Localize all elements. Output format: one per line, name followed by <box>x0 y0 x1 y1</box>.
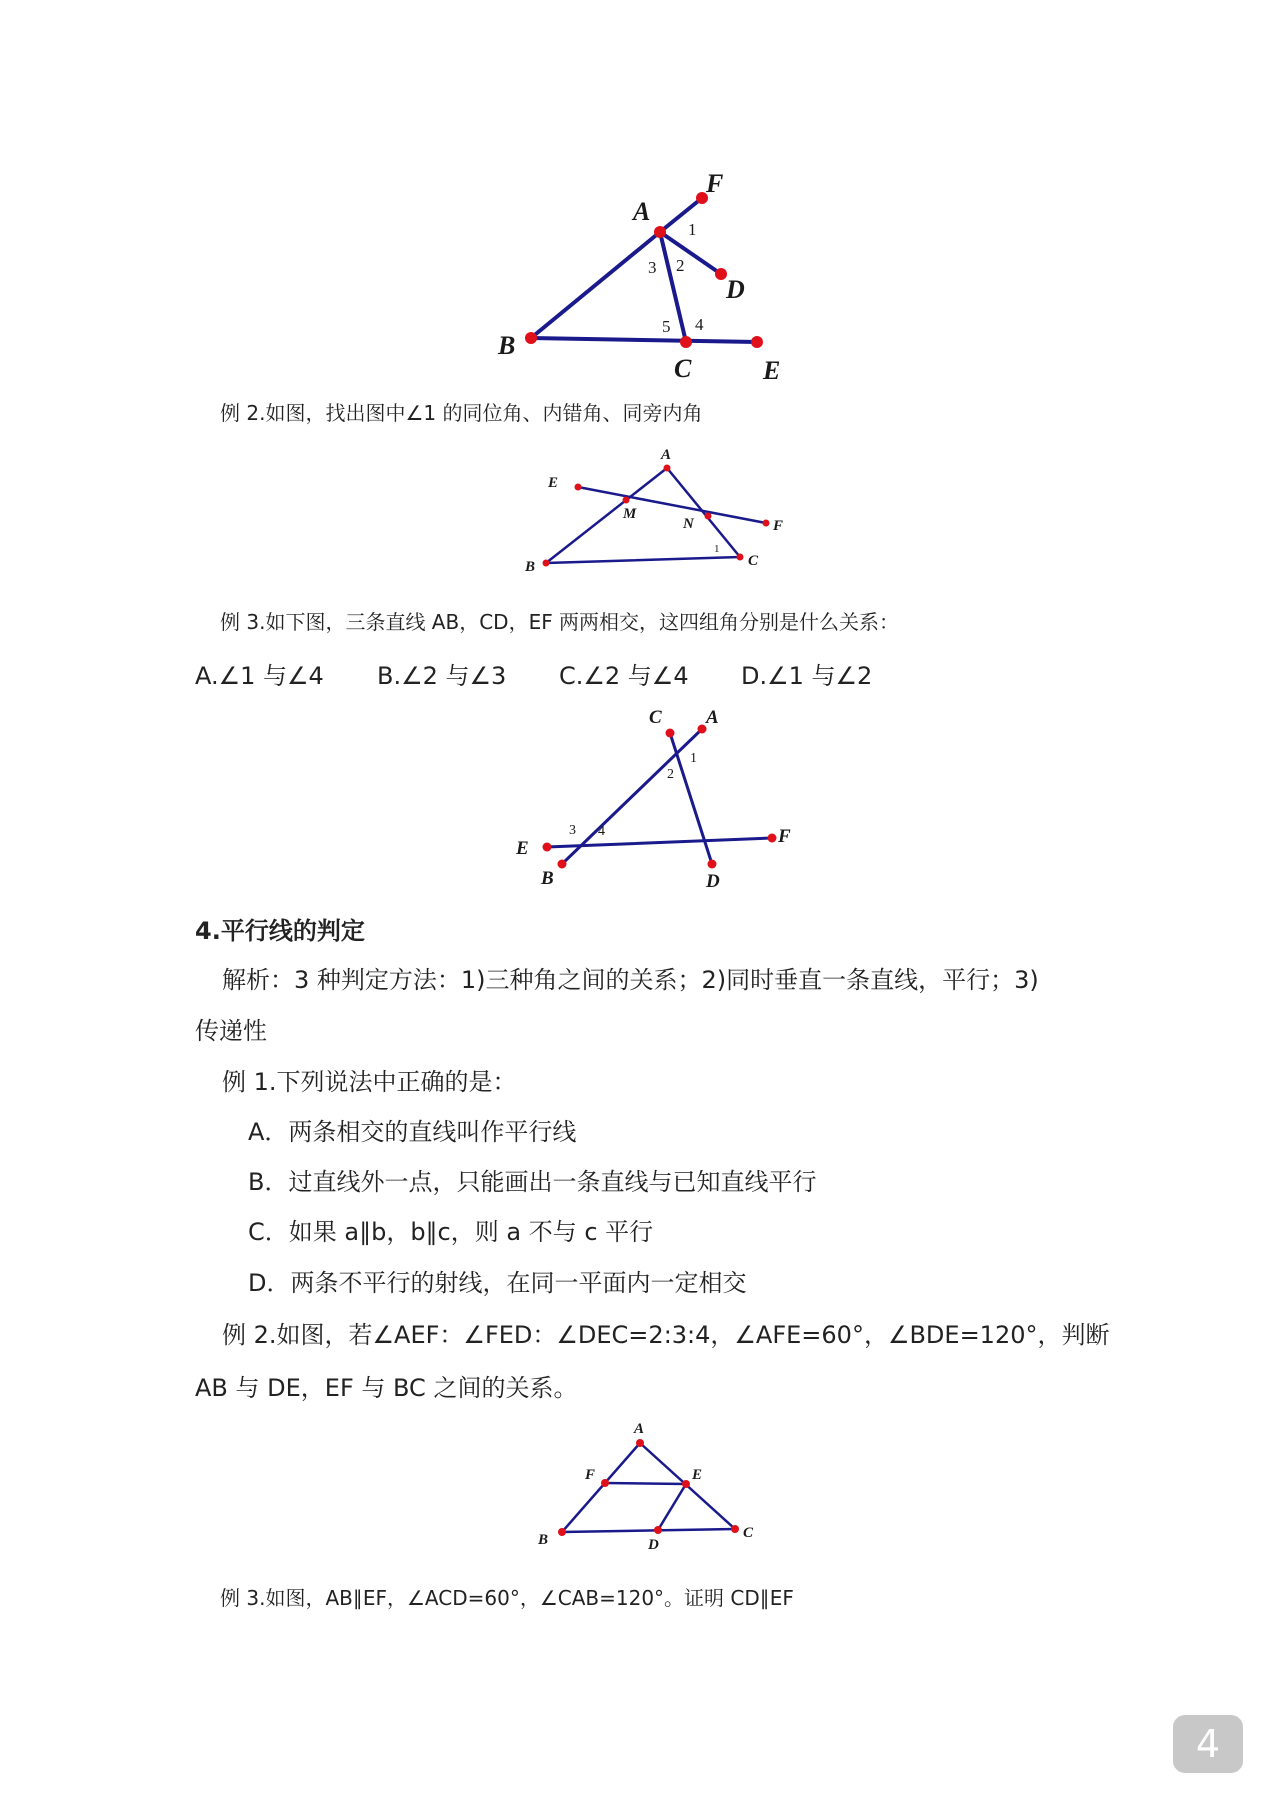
label-F: F <box>773 518 784 534</box>
angle-4: 4 <box>598 824 605 839</box>
angle-3: 3 <box>648 258 657 277</box>
angle-1: 1 <box>688 220 697 239</box>
angle-2: 2 <box>667 767 674 782</box>
option-c: C.∠2 与∠4 <box>559 662 689 690</box>
label-E: E <box>763 356 781 385</box>
option-d: D.∠1 与∠2 <box>741 662 873 690</box>
angle-1: 1 <box>714 543 720 555</box>
option-a: A.∠1 与∠4 <box>195 662 324 690</box>
label-A: A <box>633 197 651 226</box>
label-E: E <box>516 838 529 859</box>
example1-option-c: C．如果 a∥b，b∥c，则 a 不与 c 平行 <box>248 1218 654 1246</box>
angle-4: 4 <box>695 315 704 334</box>
analysis-line-1: 解析：3 种判定方法：1)三种角之间的关系；2)同时垂直一条直线，平行；3) <box>222 966 1039 994</box>
example2a-text: 例 2.如图，找出图中∠1 的同位角、内错角、同旁内角 <box>220 401 703 425</box>
label-D: D <box>648 1537 659 1553</box>
label-E: E <box>692 1467 703 1483</box>
label-A: A <box>661 447 672 463</box>
label-C: C <box>674 354 692 383</box>
page-number-badge: 4 <box>1173 1715 1243 1773</box>
example1-option-d: D．两条不平行的射线，在同一平面内一定相交 <box>248 1269 747 1297</box>
figure-three-lines <box>510 700 820 900</box>
label-A: A <box>706 707 719 728</box>
label-C: C <box>743 1525 754 1541</box>
example1-option-a: A．两条相交的直线叫作平行线 <box>248 1118 577 1146</box>
angle-2: 2 <box>676 256 685 275</box>
label-M: M <box>623 506 637 522</box>
label-F: F <box>778 826 791 847</box>
label-B: B <box>498 331 516 360</box>
angle-3: 3 <box>569 823 576 838</box>
analysis-line-2: 传递性 <box>195 1017 267 1045</box>
option-b: B.∠2 与∠3 <box>377 662 507 690</box>
example1-option-b: B．过直线外一点，只能画出一条直线与已知直线平行 <box>248 1168 817 1196</box>
label-E: E <box>548 475 559 491</box>
example2b-line-1: 例 2.如图，若∠AEF：∠FED：∠DEC=2:3:4，∠AFE=60°，∠BDE=120°，判断 <box>222 1321 1110 1349</box>
label-B: B <box>525 559 536 575</box>
label-F: F <box>706 169 724 198</box>
angle-5: 5 <box>662 317 671 336</box>
label-D: D <box>726 275 745 304</box>
figure-triangle-mn <box>510 445 810 575</box>
label-A: A <box>634 1421 645 1437</box>
label-C: C <box>649 707 662 728</box>
label-N: N <box>683 516 694 532</box>
label-C: C <box>748 553 759 569</box>
section-title: 4.平行线的判定 <box>195 917 365 945</box>
example1-question: 例 1.下列说法中正确的是： <box>222 1068 517 1096</box>
example3b-text: 例 3.如图，AB∥EF，∠ACD=60°，∠CAB=120°。证明 CD∥EF <box>220 1586 794 1610</box>
angle-1: 1 <box>690 751 697 766</box>
example2b-line-2: AB 与 DE，EF 与 BC 之间的关系。 <box>195 1374 578 1402</box>
example3a-text: 例 3.如下图，三条直线 AB，CD，EF 两两相交，这四组角分别是什么关系： <box>220 610 900 634</box>
label-B: B <box>538 1532 549 1548</box>
figure-triangle-def <box>530 1420 770 1560</box>
label-D: D <box>706 871 720 892</box>
label-F: F <box>585 1467 596 1483</box>
label-B: B <box>541 868 554 889</box>
figure-triangle-abc-rays <box>490 160 830 385</box>
